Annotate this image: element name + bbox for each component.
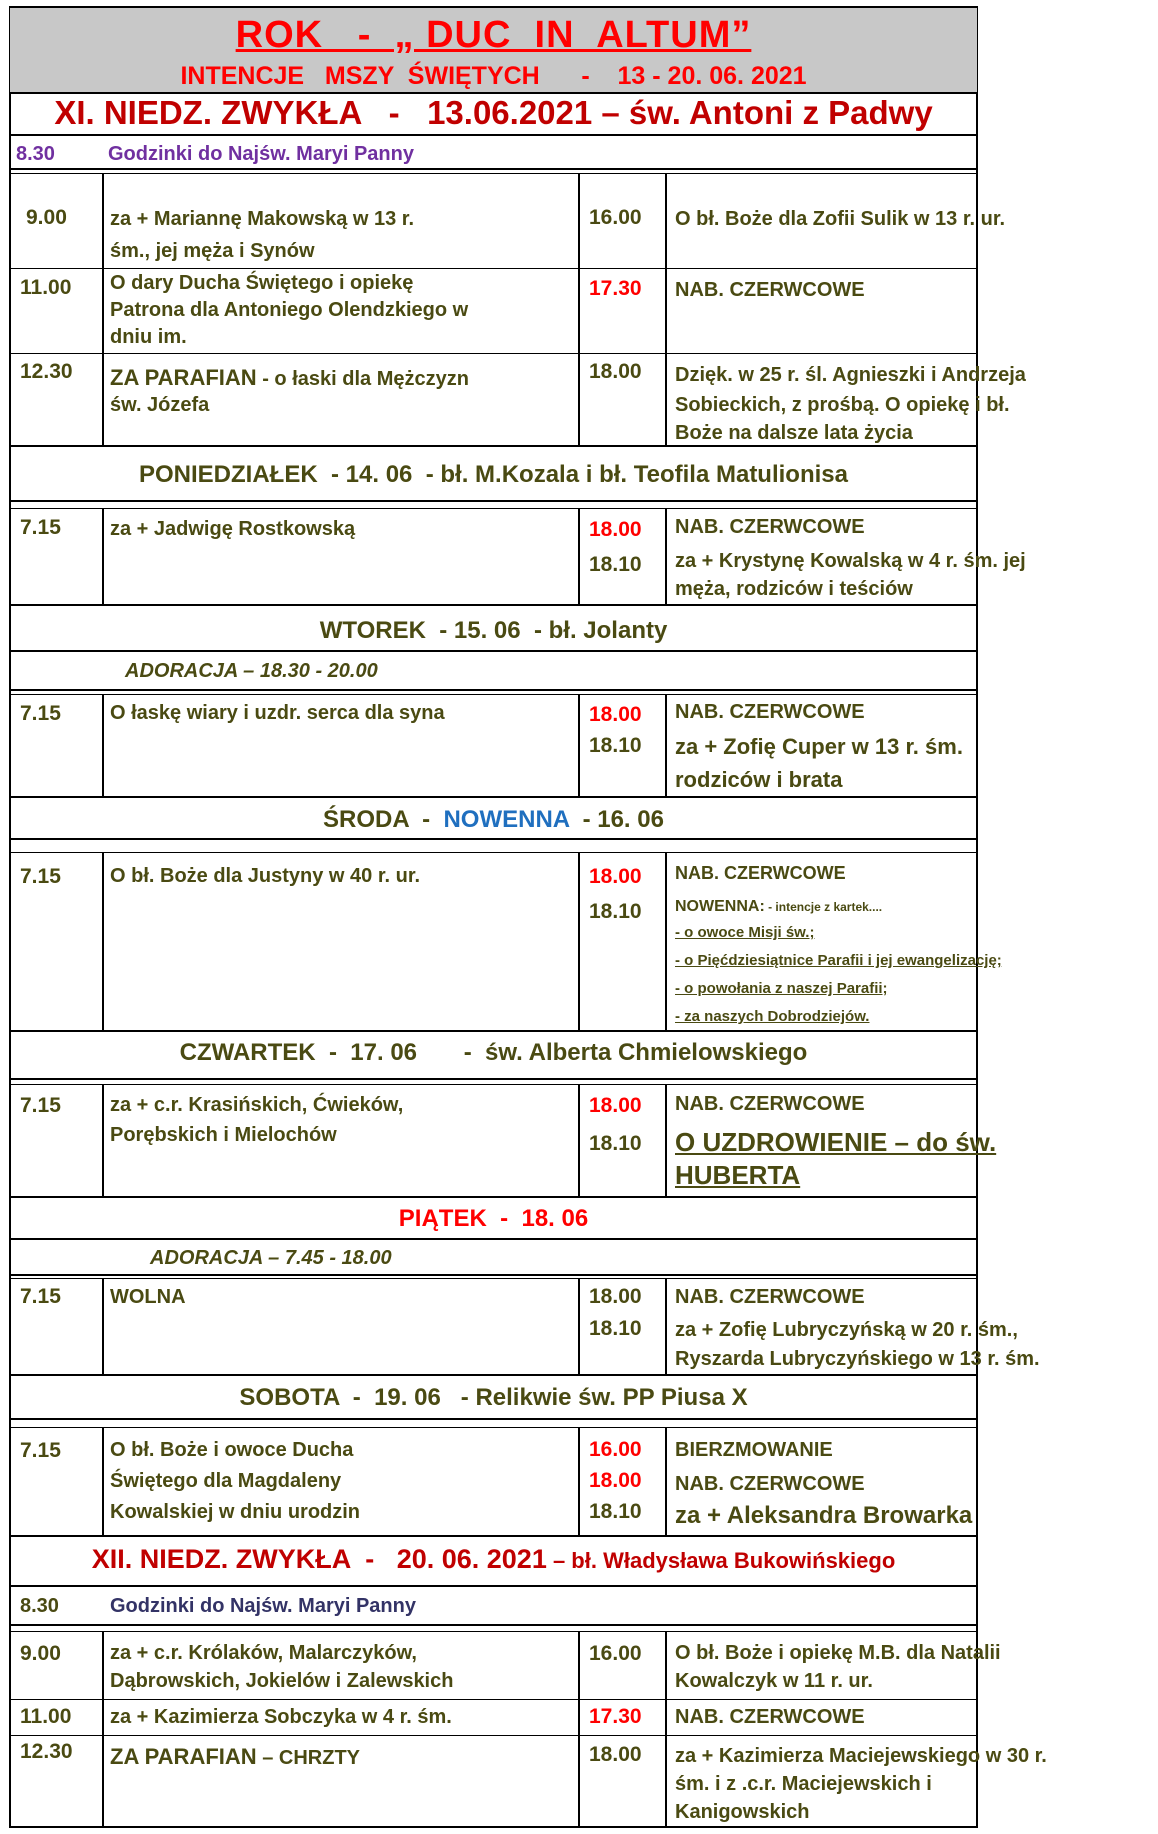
s2-r1-left2: Dąbrowskich, Jokielów i Zalewskich: [110, 1670, 454, 1692]
sat-time: 7.15: [20, 1439, 61, 1462]
s2-r3-right3: Kanigowskich: [675, 1801, 810, 1823]
sat-time3: 18.00: [589, 1469, 642, 1492]
sunday1-early-time: 8.30: [16, 143, 55, 165]
tuesday-adoration: ADORACJA – 18.30 - 20.00: [125, 660, 378, 682]
wednesday-heading-day: ŚRODA -: [323, 806, 444, 833]
mon-right1: NAB. CZERWCOWE: [675, 516, 865, 538]
tue-right2: za + Zofię Cuper w 13 r. śm.: [675, 734, 963, 759]
thu-left2: Porębskich i Mielochów: [110, 1124, 337, 1146]
mon-right3: męża, rodziców i teściów: [675, 578, 913, 600]
sunday2-early-time: 8.30: [20, 1595, 59, 1617]
s1-r3-time2: 18.00: [589, 360, 642, 383]
s2-r1-right1: O bł. Boże i opiekę M.B. dla Natalii: [675, 1642, 1001, 1664]
s1-r2-time2: 17.30: [589, 277, 642, 300]
s1-r1-left-line2: śm., jej męża i Synów: [110, 240, 315, 262]
sunday2-heading-saint: – bł. Władysława Bukowińskiego: [546, 1548, 896, 1573]
tue-right3: rodziców i brata: [675, 767, 843, 792]
s1-r3-time: 12.30: [20, 360, 73, 383]
friday-adoration: ADORACJA – 7.45 - 18.00: [150, 1247, 392, 1269]
wed-novena-label: [675, 893, 882, 921]
s2-r3-left1: [110, 1743, 360, 1772]
s2-r3-time2: 18.00: [589, 1743, 642, 1766]
s2-r2-time: 11.00: [20, 1705, 72, 1728]
s2-r1-left1: za + c.r. Królaków, Malarczyków,: [110, 1642, 417, 1664]
sunday1-early-text: Godzinki do Najśw. Maryi Panny: [108, 143, 414, 165]
s1-r1-time: 9.00: [26, 206, 67, 229]
saturday-heading: SOBOTA - 19. 06 - Relikwie św. PP Piusa X: [239, 1384, 748, 1411]
s2-r2-right1: NAB. CZERWCOWE: [675, 1706, 865, 1728]
sat-time4: 18.10: [589, 1500, 642, 1523]
fri-right1: NAB. CZERWCOWE: [675, 1286, 865, 1308]
mon-left: za + Jadwigę Rostkowską: [110, 518, 356, 540]
s1-r2-time: 11.00: [20, 276, 72, 299]
s2-r3-left-lead: ZA PARAFIAN: [110, 1744, 257, 1769]
s2-r3-right2: śm. i z .c.r. Maciejewskich i: [675, 1773, 932, 1795]
sunday2-early-text: Godzinki do Najśw. Maryi Panny: [110, 1595, 416, 1617]
s1-r3-left-line2: św. Józefa: [110, 394, 210, 416]
wed-novena-item-2: - o Pięćdziesiątnice Parafii i jej ewangelizację;: [675, 952, 1002, 969]
tue-time3: 18.10: [589, 734, 642, 757]
s2-r3-right1: za + Kazimierza Maciejewskiego w 30 r.: [675, 1745, 1047, 1767]
tuesday-heading: WTOREK - 15. 06 - bł. Jolanty: [319, 617, 668, 644]
wednesday-heading: [10, 806, 977, 834]
thu-right2: O UZDROWIENIE – do św.: [675, 1127, 997, 1157]
friday-heading: PIĄTEK - 18. 06: [398, 1205, 589, 1232]
thursday-heading: CZWARTEK - 17. 06 - św. Alberta Chmielowskiego: [179, 1039, 808, 1066]
s2-r1-time: 9.00: [20, 1642, 61, 1665]
s1-r3-left-rest: - o łaski dla Mężczyzn: [256, 368, 469, 390]
header-banner: [10, 8, 977, 94]
sat-left3: Kowalskiej w dniu urodzin: [110, 1501, 361, 1523]
sunday1-heading: XI. NIEDZ. ZWYKŁA - 13.06.2021 – św. Antoni z Padwy: [54, 94, 933, 131]
wed-novena-item-1: - o owoce Misji św.;: [675, 924, 815, 941]
page-subtitle: INTENCJE MSZY ŚWIĘTYCH - 13 - 20. 06. 2021: [180, 62, 807, 90]
s1-r3-left-lead: ZA PARAFIAN: [110, 365, 257, 390]
s2-r3-time: 12.30: [20, 1740, 73, 1763]
s1-r1-left-line1: za + Mariannę Makowską w 13 r.: [110, 208, 415, 230]
s2-r2-left1: za + Kazimierza Sobczyka w 4 r. śm.: [110, 1706, 452, 1728]
mon-right2: za + Krystynę Kowalską w 4 r. śm. jej: [675, 550, 1026, 572]
wed-right1: NAB. CZERWCOWE: [675, 863, 846, 883]
s1-r3-right-line2: Sobieckich, z prośbą. O opiekę i bł.: [675, 394, 1010, 416]
wed-novena-item-4: - za naszych Dobrodziejów.: [675, 1008, 870, 1025]
wed-time3: 18.10: [589, 900, 642, 923]
s1-r1-time2: 16.00: [589, 206, 642, 229]
thu-time3: 18.10: [589, 1132, 642, 1155]
fri-right2: za + Zofię Lubryczyńską w 20 r. śm.,: [675, 1319, 1018, 1341]
wed-left: O bł. Boże dla Justyny w 40 r. ur.: [110, 865, 421, 887]
fri-right3: Ryszarda Lubryczyńskiego w 13 r. śm.: [675, 1348, 1040, 1370]
thu-time: 7.15: [20, 1094, 61, 1117]
monday-heading: PONIEDZIAŁEK - 14. 06 - bł. M.Kozala i bł. Teofila Matulionisa: [139, 461, 848, 488]
s1-r2-left-line2: Patrona dla Antoniego Olendzkiego w: [110, 299, 469, 321]
wed-novena-note: - intencje z kartek....: [764, 900, 883, 914]
tue-right1: NAB. CZERWCOWE: [675, 701, 865, 723]
s1-r2-left-line1: O dary Ducha Świętego i opiekę: [110, 272, 414, 294]
s1-r3-right-line1: Dzięk. w 25 r. śl. Agnieszki i Andrzeja: [675, 364, 1026, 386]
fri-time: 7.15: [20, 1285, 61, 1308]
tue-time: 7.15: [20, 702, 61, 725]
fri-left: WOLNA: [110, 1286, 186, 1308]
mon-time2: 18.00: [589, 518, 642, 541]
s1-r3-left-line1: [110, 363, 469, 393]
wednesday-heading-novena: NOWENNA: [443, 806, 570, 833]
tue-left: O łaskę wiary i uzdr. serca dla syna: [110, 702, 445, 724]
page-title: ROK - „ DUC IN ALTUM”: [235, 14, 752, 56]
fri-time3: 18.10: [589, 1317, 642, 1340]
sat-right1: BIERZMOWANIE: [675, 1439, 833, 1461]
wed-time2: 18.00: [589, 865, 642, 888]
wednesday-heading-date: - 16. 06: [569, 806, 664, 833]
sat-time2: 16.00: [589, 1438, 642, 1461]
thu-right3: HUBERTA: [675, 1160, 801, 1190]
s1-r2-left-line3: dniu im.: [110, 326, 187, 348]
s2-r3-left-rest: – CHRZTY: [256, 1747, 360, 1769]
s2-r1-right2: Kowalczyk w 11 r. ur.: [675, 1670, 873, 1692]
wed-time: 7.15: [20, 865, 61, 888]
mon-time3: 18.10: [589, 553, 642, 576]
mon-time: 7.15: [20, 516, 61, 539]
s1-r1-right-line1: O bł. Boże dla Zofii Sulik w 13 r. ur.: [675, 208, 1006, 230]
thu-time2: 18.00: [589, 1094, 642, 1117]
s2-r1-time2: 16.00: [589, 1642, 642, 1665]
fri-time2: 18.00: [589, 1285, 642, 1308]
sat-left1: O bł. Boże i owoce Ducha: [110, 1439, 354, 1461]
tue-time2: 18.00: [589, 703, 642, 726]
sat-right3: za + Aleksandra Browarka: [675, 1502, 973, 1529]
wed-novena-title: NOWENNA:: [675, 898, 765, 915]
thu-left1: za + c.r. Krasińskich, Ćwieków,: [110, 1094, 404, 1116]
s1-r2-right-line1: NAB. CZERWCOWE: [675, 279, 865, 301]
wed-novena-item-3: - o powołania z naszej Parafii;: [675, 980, 888, 997]
s2-r2-time2: 17.30: [589, 1705, 642, 1728]
sat-right2: NAB. CZERWCOWE: [675, 1473, 865, 1495]
s1-r3-right-line3: Boże na dalsze lata życia: [675, 422, 913, 444]
sunday2-heading-main: XII. NIEDZ. ZWYKŁA - 20. 06. 2021: [91, 1544, 547, 1574]
sat-left2: Świętego dla Magdaleny: [110, 1470, 342, 1492]
sunday2-heading: [10, 1544, 977, 1575]
thu-right1: NAB. CZERWCOWE: [675, 1093, 865, 1115]
